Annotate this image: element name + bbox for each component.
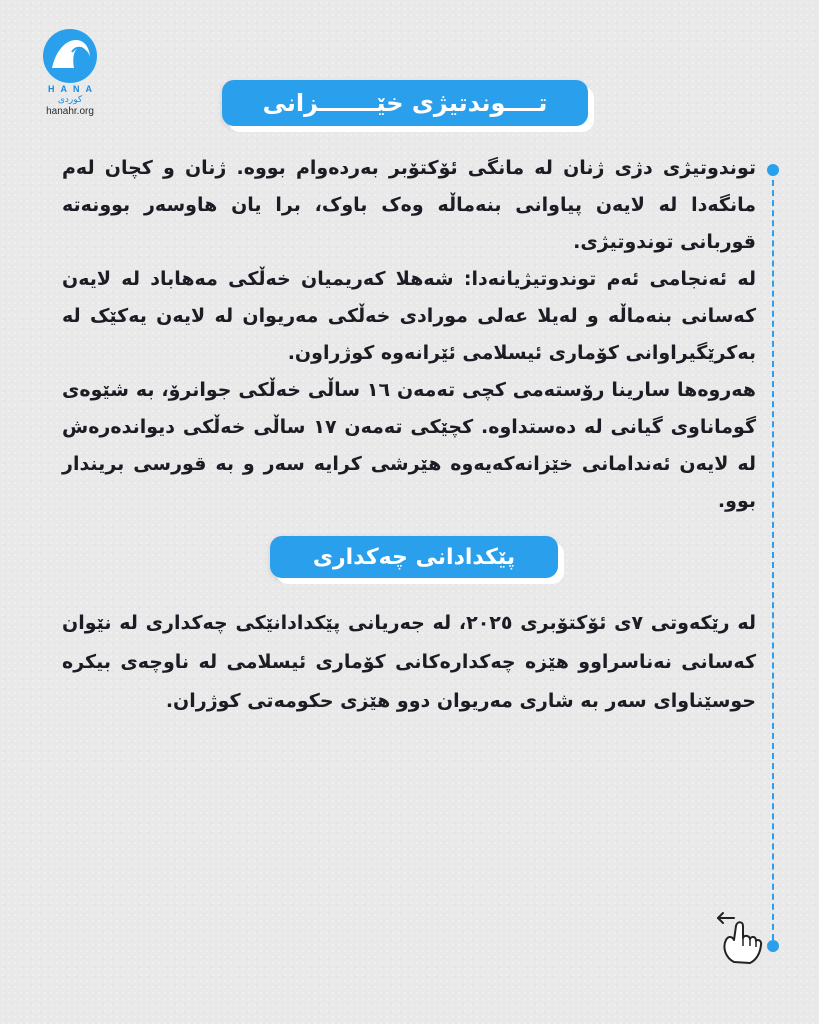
hana-logo-icon [42,28,98,84]
timeline-dot-bottom [767,940,779,952]
section-title-armed-clash: پێکدادانی چەکداری [270,536,558,578]
section2-body: لە رێکەوتی ٧ی ئۆکتۆبری ٢٠٢٥، لە جەریانی پێکدادانێکی چەکداری لە نێوان کەسانی نەناسراوو هێزە چەکدارەکانی کۆماری ئیسلامی لە ناوچەی بیکرە حوسێناوای سەر بە شاری مەریوان دوو هێزی حکومەتی کوژران. [62,612,756,712]
brand-logo [30,28,110,117]
logo-url: hanahr.org [46,106,94,117]
timeline-dot-top [767,164,779,176]
paragraph-2: لە ئەنجامی ئەم توندوتیژیانەدا: شەهلا کەریمیان خەڵکی مەهاباد لە لایەن کەسانی بنەماڵە و لەیلا عەلی مورادی خەڵکی مەریوان لە لایەن یەکێک لە بەکرێگیراوانی کۆماری ئیسلامی ئێرانەوە کوژراون. [62,268,756,364]
paragraph-1: توندوتیژی دژی ژنان لە مانگی ئۆکتۆبر بەردەوام بووە. ژنان و کچان لەم مانگەدا لە لایەن پیاوانی بنەماڵە وەک باوک، برا یان هاوسەر بوونەتە قوربانی توندوتیژی. [62,157,756,253]
section1-body [62,150,756,520]
timeline-line [772,170,774,950]
paragraph-3: هەروەها سارینا رۆستەمی کچی تەمەن ١٦ ساڵی خەڵکی جوانرۆ، بە شێوەی گوماناوی گیانی لە دەستداوە. کچێکی تەمەن ١٧ ساڵی خەڵکی دیواندەرەش لە لایەن ئەندامانی خێزانەکەیەوە هێرشی کرایە سەر و بە قورسی بریندار بوو. [62,379,756,512]
section-title-domestic-violence: تــــوندتیژی خێـــــــزانی [222,80,588,126]
swipe-hand-icon[interactable] [712,908,764,968]
logo-name: HANA [48,84,98,94]
logo-subtitle: کوردی [57,95,83,105]
